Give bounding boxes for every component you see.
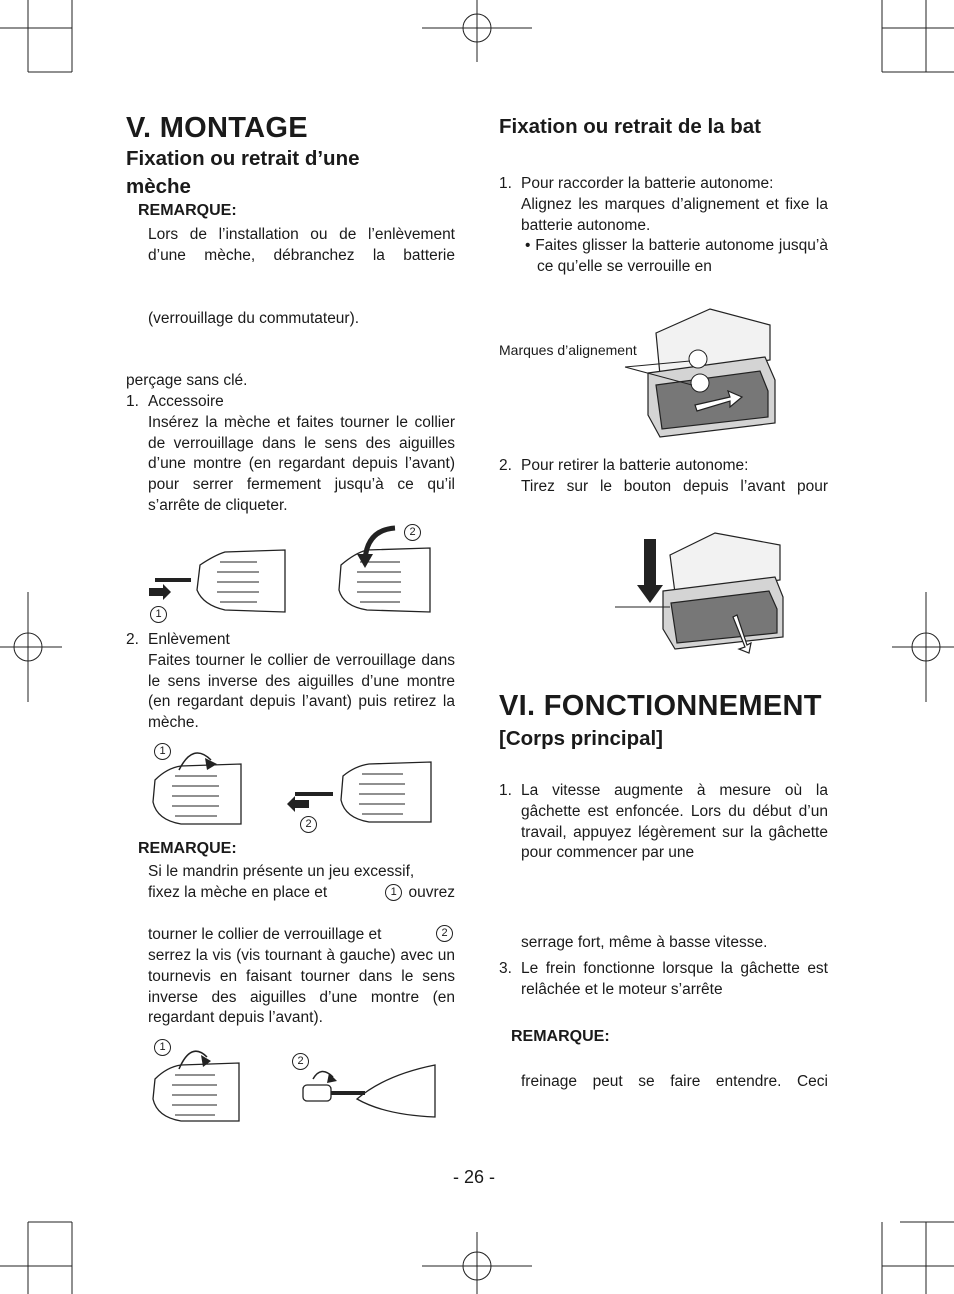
page-number: - 26 -: [453, 1167, 496, 1187]
circle-1-label: 1: [150, 606, 167, 623]
chuck-remove-figure: [145, 740, 445, 835]
circle-1-label-3: 1: [154, 1039, 171, 1056]
remarque2-line2b: ouvrez: [408, 884, 455, 901]
intro-tail: perçage sans clé.: [126, 372, 248, 389]
battery-step1-line1: Pour raccorder la batterie autonome:: [521, 175, 774, 192]
step1-title: Accessoire: [148, 393, 224, 410]
remarque2-line2a: fixez la mèche en place et: [148, 884, 328, 901]
battery-step1-number: 1.: [499, 175, 512, 192]
chuck-screwdriver-figure: [145, 1035, 445, 1130]
section-title-montage: V. MONTAGE: [126, 112, 308, 144]
battery-attach-figure: [600, 305, 790, 445]
battery-step2-line2: Tirez sur le bouton depuis l’avant pour: [521, 477, 828, 495]
remarque-label-2: REMARQUE:: [138, 840, 237, 857]
subtitle-fixation-batterie: Fixation ou retrait de la bat: [499, 115, 761, 138]
step2-body: Faites tourner le collier de verrouillage dans le sens inverse des aiguilles d’une montre (en regardant depuis l’avant) puis retirez la mèche.: [148, 651, 455, 732]
circle-2-label: 2: [404, 524, 421, 541]
remarque2-line3: [148, 925, 455, 946]
operation-step3-number: 3.: [499, 960, 512, 977]
step2-title: Enlèvement: [148, 631, 230, 648]
circle-2-inline: 2: [436, 925, 453, 942]
circle-2-label-2: 2: [300, 816, 317, 833]
step2-number: 2.: [126, 631, 139, 648]
circle-1-inline: 1: [385, 884, 402, 901]
operation-step1-tail: serrage fort, même à basse vitesse.: [521, 934, 768, 951]
step1-body: Insérez la mèche et faites tourner le collier de verrouillage dans le sens des aiguilles d’une montre (en regardant depuis l’avant) pour serrer fermement jusqu’à ce qu’il s’arrête de cliqueter.: [148, 413, 455, 514]
step1-number: 1.: [126, 393, 139, 410]
battery-step2-line1: Pour retirer la batterie autonome:: [521, 457, 749, 474]
operation-step1: [499, 781, 828, 864]
remarque2-line1: Si le mandrin présente un jeu excessif,: [148, 863, 415, 880]
remarque3-tail: freinage peut se faire entendre. Ceci: [521, 1073, 828, 1090]
chuck-insert-figure: [145, 520, 445, 625]
remarque-label-3: REMARQUE:: [511, 1028, 610, 1045]
remarque-label-1: REMARQUE:: [138, 202, 237, 219]
subtitle-corps-principal: [Corps principal]: [499, 727, 664, 750]
remarque2-rest: serrez la vis (vis tournant à gauche) avec un tournevis en faisant tourner dans le sens inverse des aiguilles d’une montre (en regardant depuis l’avant).: [148, 947, 455, 1027]
subtitle-fixation-meche-1: Fixation ou retrait d’une: [126, 147, 360, 170]
battery-step2-number: 2.: [499, 457, 512, 474]
battery-step1-bullet: • Faites glisser la batterie autonome jusqu’à ce qu’elle se verrouille en: [525, 237, 828, 276]
operation-step1-body: La vitesse augmente à mesure où la gâchette est enfoncée. Lors du début d’un travail, appuyez légèrement sur la gâchette pour commencer par une: [521, 782, 828, 862]
section-title-fonctionnement: VI. FONCTIONNEMENT: [499, 690, 822, 722]
remarque2-line3a: tourner le collier de verrouillage et: [148, 926, 382, 943]
battery-step1-body: Alignez les marques d’alignement et fixe la batterie autonome.: [521, 195, 828, 234]
circle-2-label-3: 2: [292, 1053, 309, 1070]
remarque1-line2: d’une mèche, débranchez la batterie: [148, 247, 455, 264]
step1-accessoire: [126, 392, 455, 517]
battery-step1: [499, 174, 828, 278]
remarque1-line1: Lors de l’installation ou de l’enlèvement: [148, 226, 455, 243]
battery-step2: [499, 456, 828, 498]
subtitle-fixation-meche-2: mèche: [126, 175, 191, 198]
step2-enlevement: [126, 630, 455, 734]
operation-step3-body: Le frein fonctionne lorsque la gâchette est relâchée et le moteur s’arrête: [521, 960, 828, 998]
remarque1-line3: (verrouillage du commutateur).: [148, 310, 360, 327]
remarque2-line2: [148, 883, 455, 904]
operation-step3: [499, 959, 828, 1001]
battery-remove-figure: [615, 525, 790, 655]
alignment-marks-label: Marques d’alignement: [499, 342, 637, 358]
circle-1-label-2: 1: [154, 743, 171, 760]
operation-step1-number: 1.: [499, 782, 512, 799]
